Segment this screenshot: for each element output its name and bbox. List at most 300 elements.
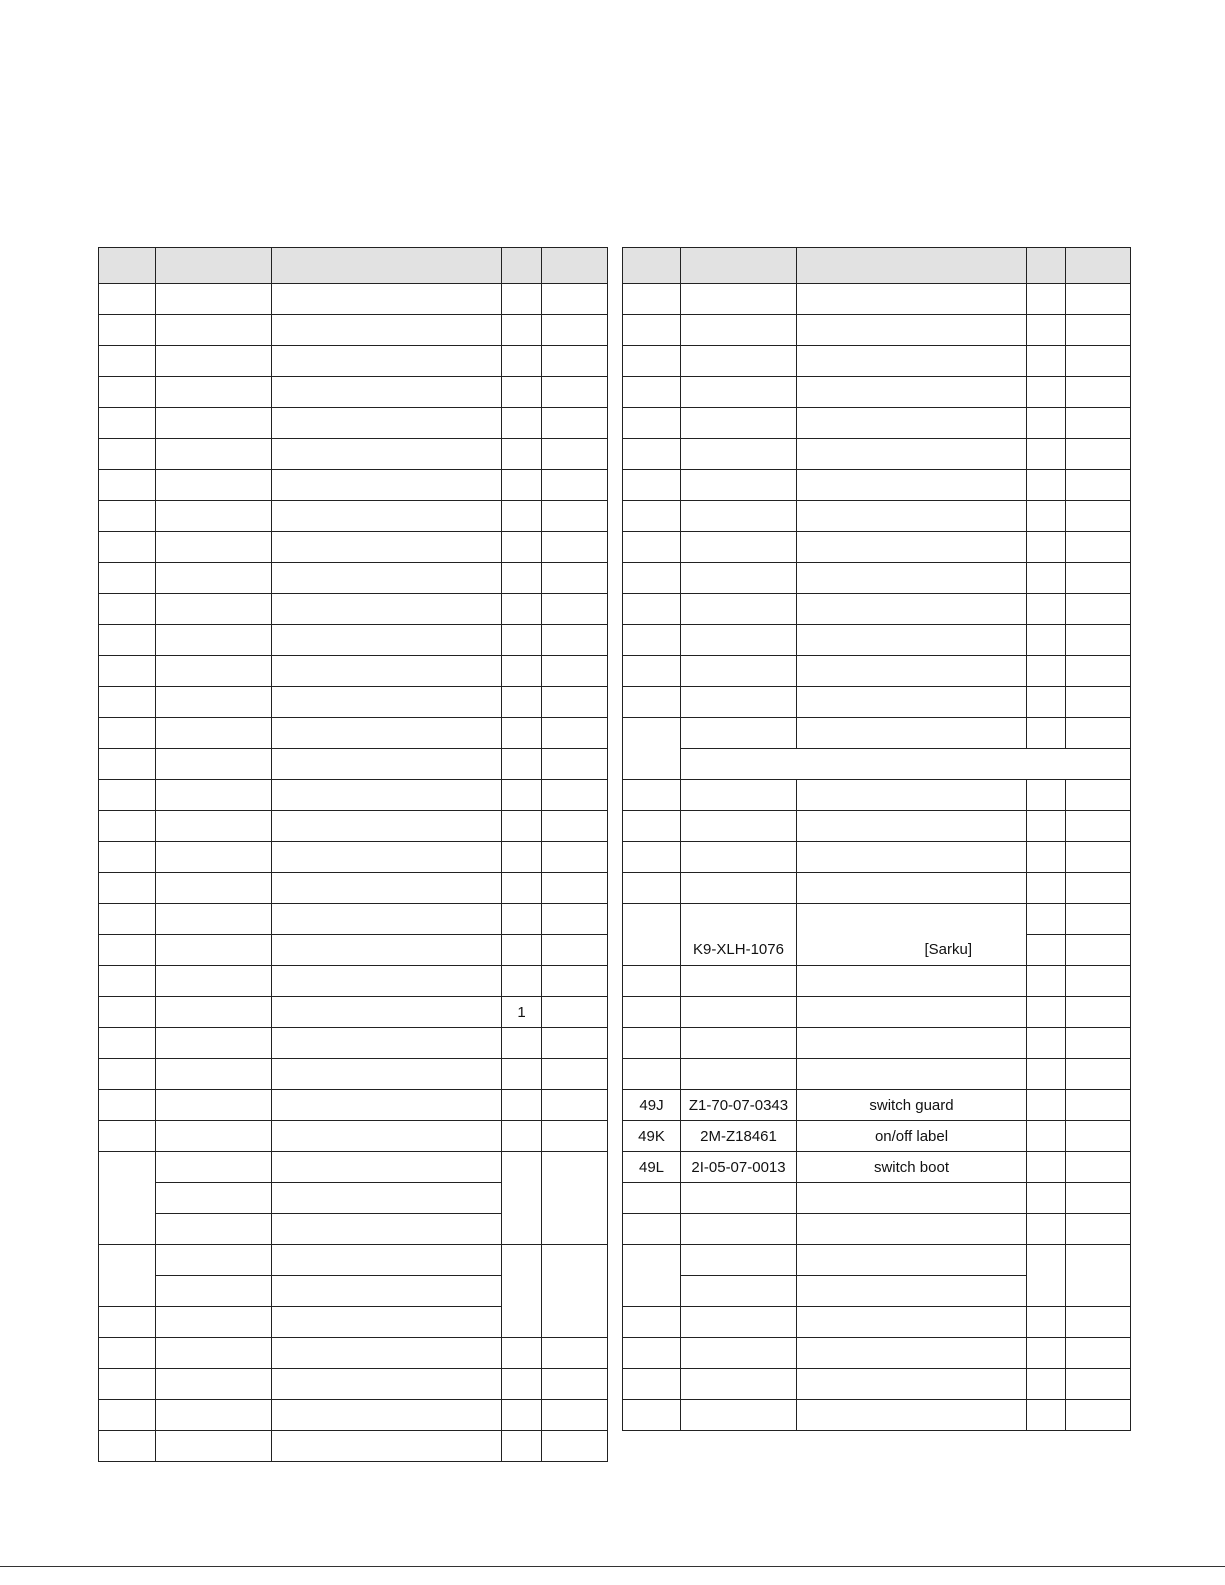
table-cell bbox=[1066, 284, 1131, 315]
table-row bbox=[99, 346, 608, 377]
table-cell bbox=[272, 749, 502, 780]
table-cell bbox=[681, 1307, 797, 1338]
table-row bbox=[623, 532, 1131, 563]
header-cell bbox=[272, 248, 502, 284]
table-row bbox=[623, 408, 1131, 439]
table-cell bbox=[797, 811, 1027, 842]
table-cell bbox=[1066, 315, 1131, 346]
table-cell bbox=[542, 377, 608, 408]
table-cell bbox=[99, 873, 156, 904]
table-cell bbox=[623, 873, 681, 904]
table-cell bbox=[502, 594, 542, 625]
table-cell bbox=[272, 284, 502, 315]
table-cell bbox=[502, 1369, 542, 1400]
table-cell bbox=[623, 811, 681, 842]
table-cell bbox=[99, 1338, 156, 1369]
table-cell bbox=[502, 1245, 542, 1338]
table-cell bbox=[1066, 563, 1131, 594]
table-cell bbox=[272, 904, 502, 935]
table-cell bbox=[797, 656, 1027, 687]
table-cell bbox=[156, 1214, 272, 1245]
table-cell bbox=[99, 1059, 156, 1090]
table-cell bbox=[1066, 1028, 1131, 1059]
table-cell bbox=[542, 811, 608, 842]
table-cell bbox=[156, 532, 272, 563]
table-row bbox=[623, 1214, 1131, 1245]
table-cell bbox=[272, 1338, 502, 1369]
table-cell bbox=[1066, 625, 1131, 656]
table-cell bbox=[681, 594, 797, 625]
table-cell bbox=[272, 470, 502, 501]
table-cell bbox=[542, 408, 608, 439]
table-cell bbox=[1027, 346, 1066, 377]
table-cell bbox=[99, 377, 156, 408]
table-cell bbox=[1066, 1059, 1131, 1090]
table-cell bbox=[272, 408, 502, 439]
table-cell bbox=[502, 1431, 542, 1462]
table-row bbox=[99, 501, 608, 532]
table-cell bbox=[797, 904, 1027, 935]
table-cell bbox=[272, 997, 502, 1028]
table-cell bbox=[542, 563, 608, 594]
table-cell bbox=[1027, 1028, 1066, 1059]
table-cell bbox=[797, 873, 1027, 904]
table-cell bbox=[156, 904, 272, 935]
header-cell bbox=[797, 248, 1027, 284]
table-cell bbox=[99, 811, 156, 842]
table-cell bbox=[99, 625, 156, 656]
table-cell bbox=[1066, 687, 1131, 718]
table-cell bbox=[1027, 625, 1066, 656]
table-cell bbox=[797, 1276, 1027, 1307]
table-cell bbox=[99, 1431, 156, 1462]
table-cell bbox=[797, 687, 1027, 718]
table-cell bbox=[542, 904, 608, 935]
table-row bbox=[99, 749, 608, 780]
table-cell bbox=[99, 470, 156, 501]
table-cell bbox=[272, 656, 502, 687]
table-row bbox=[623, 687, 1131, 718]
table-cell bbox=[542, 687, 608, 718]
table-row bbox=[99, 532, 608, 563]
table-cell bbox=[542, 594, 608, 625]
table-cell bbox=[99, 501, 156, 532]
table-row bbox=[623, 470, 1131, 501]
table-cell bbox=[99, 1369, 156, 1400]
table-cell bbox=[1066, 1152, 1131, 1183]
table-cell bbox=[623, 966, 681, 997]
ref-cell: 49L bbox=[623, 1152, 681, 1183]
table-cell bbox=[623, 997, 681, 1028]
table-cell bbox=[681, 687, 797, 718]
table-cell bbox=[156, 1121, 272, 1152]
header-cell bbox=[156, 248, 272, 284]
table-cell bbox=[681, 1369, 797, 1400]
table-cell bbox=[1027, 1090, 1066, 1121]
table-cell bbox=[542, 315, 608, 346]
table-cell bbox=[1027, 532, 1066, 563]
table-cell bbox=[797, 966, 1027, 997]
header-cell bbox=[681, 248, 797, 284]
table-cell bbox=[99, 842, 156, 873]
table-cell bbox=[502, 1028, 542, 1059]
table-row bbox=[99, 656, 608, 687]
page-bottom-rule bbox=[0, 1566, 1225, 1567]
table-cell bbox=[272, 1431, 502, 1462]
table-cell bbox=[1027, 1400, 1066, 1431]
table-cell bbox=[1066, 1090, 1131, 1121]
table-cell bbox=[542, 284, 608, 315]
table-cell bbox=[156, 1369, 272, 1400]
table-cell bbox=[99, 1152, 156, 1245]
table-cell bbox=[681, 532, 797, 563]
table-cell bbox=[156, 377, 272, 408]
table-cell bbox=[681, 656, 797, 687]
table-cell bbox=[1066, 1338, 1131, 1369]
table-cell bbox=[156, 346, 272, 377]
table-cell bbox=[623, 284, 681, 315]
table-cell bbox=[681, 1059, 797, 1090]
table-cell bbox=[542, 997, 608, 1028]
table-cell bbox=[623, 315, 681, 346]
table-cell bbox=[797, 1369, 1027, 1400]
table-row-group bbox=[99, 1245, 608, 1276]
table-cell bbox=[542, 873, 608, 904]
table-cell bbox=[272, 718, 502, 749]
table-cell bbox=[681, 470, 797, 501]
table-cell bbox=[156, 1276, 272, 1307]
table-cell bbox=[272, 1152, 502, 1183]
table-cell bbox=[99, 935, 156, 966]
table-cell bbox=[542, 1369, 608, 1400]
table-cell bbox=[542, 1152, 608, 1245]
table-cell bbox=[502, 315, 542, 346]
table-cell bbox=[502, 749, 542, 780]
table-row-group bbox=[623, 1245, 1131, 1276]
table-cell bbox=[623, 718, 681, 780]
table-cell bbox=[502, 966, 542, 997]
table-cell bbox=[272, 1276, 502, 1307]
table-cell bbox=[623, 1369, 681, 1400]
table-cell bbox=[797, 284, 1027, 315]
header-cell bbox=[542, 248, 608, 284]
table-cell bbox=[1066, 1369, 1131, 1400]
table-cell bbox=[1066, 811, 1131, 842]
table-cell bbox=[542, 1059, 608, 1090]
table-cell bbox=[797, 408, 1027, 439]
table-cell bbox=[1066, 346, 1131, 377]
table-cell bbox=[1066, 470, 1131, 501]
table-row bbox=[623, 315, 1131, 346]
table-cell bbox=[272, 501, 502, 532]
table-cell bbox=[623, 1183, 681, 1214]
table-cell bbox=[623, 439, 681, 470]
table-row bbox=[99, 1059, 608, 1090]
table-cell bbox=[156, 439, 272, 470]
table-cell bbox=[1066, 1183, 1131, 1214]
table-cell bbox=[272, 935, 502, 966]
table-cell bbox=[1027, 842, 1066, 873]
table-cell bbox=[681, 625, 797, 656]
table-cell bbox=[681, 439, 797, 470]
table-row bbox=[623, 873, 1131, 904]
table-cell bbox=[1066, 1400, 1131, 1431]
table-cell bbox=[156, 1400, 272, 1431]
table-cell bbox=[542, 1400, 608, 1431]
table-row bbox=[99, 408, 608, 439]
table-cell bbox=[99, 1121, 156, 1152]
table-cell bbox=[502, 1338, 542, 1369]
table-cell bbox=[156, 470, 272, 501]
table-cell bbox=[502, 656, 542, 687]
table-row bbox=[623, 594, 1131, 625]
table-row bbox=[99, 315, 608, 346]
table-cell bbox=[623, 1059, 681, 1090]
table-cell bbox=[502, 904, 542, 935]
table-cell bbox=[1027, 1152, 1066, 1183]
table-cell bbox=[272, 780, 502, 811]
table-cell bbox=[1066, 780, 1131, 811]
table-cell bbox=[1027, 315, 1066, 346]
table-note-row bbox=[623, 749, 1131, 780]
table-cell bbox=[623, 842, 681, 873]
table-cell bbox=[623, 1028, 681, 1059]
header-cell bbox=[99, 248, 156, 284]
table-cell bbox=[542, 1121, 608, 1152]
table-row-group bbox=[99, 1152, 608, 1183]
table-cell bbox=[623, 1307, 681, 1338]
table-cell bbox=[542, 749, 608, 780]
table-cell bbox=[156, 284, 272, 315]
table-cell bbox=[502, 408, 542, 439]
table-cell bbox=[1066, 873, 1131, 904]
table-cell bbox=[797, 718, 1027, 749]
table-cell bbox=[1027, 904, 1066, 935]
table-cell bbox=[99, 532, 156, 563]
table-cell bbox=[1027, 718, 1066, 749]
table-cell bbox=[156, 749, 272, 780]
table-cell bbox=[99, 1400, 156, 1431]
table-cell bbox=[99, 997, 156, 1028]
table-row bbox=[623, 1028, 1131, 1059]
table-cell bbox=[156, 842, 272, 873]
header-cell bbox=[623, 248, 681, 284]
table-cell bbox=[681, 873, 797, 904]
table-row bbox=[99, 1369, 608, 1400]
table-cell bbox=[797, 501, 1027, 532]
table-cell bbox=[542, 656, 608, 687]
table-cell bbox=[1027, 780, 1066, 811]
table-row bbox=[623, 501, 1131, 532]
table-cell bbox=[1066, 408, 1131, 439]
table-cell bbox=[502, 377, 542, 408]
table-cell bbox=[272, 1214, 502, 1245]
table-cell bbox=[156, 594, 272, 625]
table-cell bbox=[272, 842, 502, 873]
table-cell bbox=[797, 532, 1027, 563]
table-cell bbox=[156, 1245, 272, 1276]
part-number-cell: Z1-70-07-0343 bbox=[681, 1090, 797, 1121]
table-row bbox=[99, 563, 608, 594]
table-row bbox=[99, 625, 608, 656]
table-cell bbox=[681, 904, 797, 935]
table-row bbox=[623, 1183, 1131, 1214]
table-cell bbox=[272, 346, 502, 377]
table-cell bbox=[272, 966, 502, 997]
table-cell bbox=[1066, 966, 1131, 997]
table-cell bbox=[623, 1214, 681, 1245]
table-cell bbox=[156, 1307, 272, 1338]
table-header-row bbox=[623, 248, 1131, 284]
table-row bbox=[623, 1121, 1131, 1152]
table-cell bbox=[681, 1276, 797, 1307]
table-cell bbox=[1027, 811, 1066, 842]
table-row bbox=[99, 935, 608, 966]
table-cell bbox=[1066, 1245, 1131, 1307]
table-cell bbox=[156, 935, 272, 966]
table-cell bbox=[156, 811, 272, 842]
table-cell bbox=[156, 997, 272, 1028]
table-cell bbox=[1027, 1183, 1066, 1214]
table-cell bbox=[272, 687, 502, 718]
description-cell: on/off label bbox=[797, 1121, 1027, 1152]
table-cell bbox=[272, 563, 502, 594]
table-cell bbox=[99, 408, 156, 439]
table-cell bbox=[99, 718, 156, 749]
table-cell bbox=[797, 346, 1027, 377]
table-cell bbox=[542, 625, 608, 656]
table-cell bbox=[542, 842, 608, 873]
table-cell bbox=[681, 1245, 797, 1276]
table-cell bbox=[502, 842, 542, 873]
table-cell bbox=[797, 625, 1027, 656]
table-cell bbox=[542, 346, 608, 377]
table-cell bbox=[156, 687, 272, 718]
table-cell bbox=[1066, 718, 1131, 749]
table-cell bbox=[502, 1090, 542, 1121]
table-cell bbox=[99, 966, 156, 997]
table-cell bbox=[623, 346, 681, 377]
table-cell bbox=[797, 780, 1027, 811]
table-cell bbox=[502, 1121, 542, 1152]
parts-table-right bbox=[622, 247, 1131, 1431]
table-cell bbox=[623, 1245, 681, 1307]
table-row bbox=[623, 1338, 1131, 1369]
table-row bbox=[99, 1400, 608, 1431]
table-cell bbox=[99, 1307, 156, 1338]
table-cell bbox=[797, 594, 1027, 625]
table-cell bbox=[156, 718, 272, 749]
table-cell bbox=[1066, 935, 1131, 966]
table-row bbox=[99, 439, 608, 470]
table-cell bbox=[1066, 377, 1131, 408]
table-cell bbox=[681, 1400, 797, 1431]
header-cell bbox=[1066, 248, 1131, 284]
table-cell bbox=[1027, 1369, 1066, 1400]
table-row bbox=[99, 687, 608, 718]
table-row bbox=[99, 594, 608, 625]
table-row-group bbox=[623, 904, 1131, 935]
table-cell bbox=[797, 1338, 1027, 1369]
table-cell bbox=[1066, 532, 1131, 563]
table-cell bbox=[797, 1400, 1027, 1431]
table-cell bbox=[681, 563, 797, 594]
table-cell bbox=[99, 346, 156, 377]
table-cell bbox=[502, 873, 542, 904]
table-cell bbox=[623, 470, 681, 501]
table-cell bbox=[156, 501, 272, 532]
table-cell bbox=[797, 997, 1027, 1028]
table-cell bbox=[681, 718, 797, 749]
table-cell bbox=[99, 1028, 156, 1059]
table-cell bbox=[156, 1090, 272, 1121]
table-cell bbox=[542, 1028, 608, 1059]
table-cell bbox=[99, 656, 156, 687]
table-cell bbox=[272, 439, 502, 470]
table-cell bbox=[681, 966, 797, 997]
table-cell bbox=[502, 284, 542, 315]
table-cell bbox=[1027, 1338, 1066, 1369]
table-cell bbox=[542, 439, 608, 470]
table-cell bbox=[542, 1245, 608, 1338]
table-cell bbox=[797, 563, 1027, 594]
table-cell bbox=[1027, 439, 1066, 470]
table-cell bbox=[1027, 1245, 1066, 1307]
table-cell bbox=[542, 501, 608, 532]
table-cell bbox=[502, 780, 542, 811]
table-cell bbox=[502, 439, 542, 470]
table-cell bbox=[623, 1400, 681, 1431]
table-cell bbox=[797, 470, 1027, 501]
table-cell bbox=[1027, 563, 1066, 594]
table-row bbox=[623, 1307, 1131, 1338]
table-cell bbox=[272, 1090, 502, 1121]
table-cell bbox=[1027, 966, 1066, 997]
table-row bbox=[99, 780, 608, 811]
table-cell bbox=[502, 935, 542, 966]
table-cell bbox=[681, 346, 797, 377]
table-cell bbox=[681, 284, 797, 315]
table-cell bbox=[272, 1369, 502, 1400]
table-cell bbox=[1027, 594, 1066, 625]
table-cell bbox=[1066, 904, 1131, 935]
table-cell bbox=[156, 625, 272, 656]
table-row bbox=[99, 1028, 608, 1059]
part-number-cell: 2M-Z18461 bbox=[681, 1121, 797, 1152]
header-cell bbox=[502, 248, 542, 284]
table-row bbox=[99, 966, 608, 997]
table-cell bbox=[156, 315, 272, 346]
table-cell bbox=[272, 811, 502, 842]
table-cell bbox=[99, 594, 156, 625]
table-cell bbox=[1027, 1307, 1066, 1338]
table-cell bbox=[623, 1338, 681, 1369]
table-cell bbox=[542, 718, 608, 749]
table-row bbox=[99, 1090, 608, 1121]
table-row bbox=[623, 346, 1131, 377]
table-cell bbox=[1066, 1214, 1131, 1245]
table-row bbox=[623, 625, 1131, 656]
table-row bbox=[99, 1431, 608, 1462]
table-cell bbox=[156, 1431, 272, 1462]
table-cell bbox=[502, 811, 542, 842]
ref-cell: 49K bbox=[623, 1121, 681, 1152]
table-cell bbox=[99, 1090, 156, 1121]
table-cell bbox=[542, 1431, 608, 1462]
table-cell bbox=[99, 687, 156, 718]
table-row bbox=[99, 1338, 608, 1369]
table-cell bbox=[623, 656, 681, 687]
